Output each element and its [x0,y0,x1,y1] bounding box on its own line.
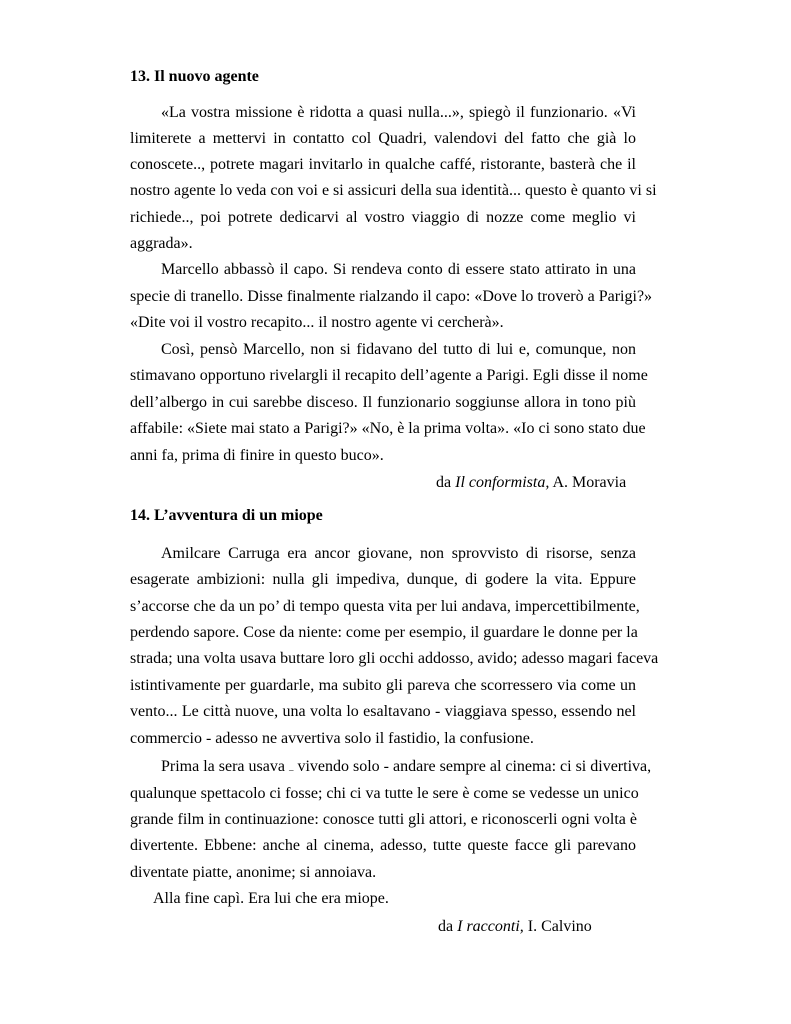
paragraph-line: Alla fine capì. Era lui che era miope. [153,890,389,907]
paragraph-line: s’accorse che da un po’ di tempo questa vita per lui andava, impercettibilmente, [130,598,640,615]
source-prefix: da [436,474,456,491]
paragraph-line: strada; una volta usava buttare loro gli occhi addosso, avido; adesso magari faceva [130,650,659,667]
paragraph-line: Marcello abbassò il capo. Si rendeva conto di essere stato attirato in una [161,261,636,278]
paragraph-line: anni fa, prima di finire in questo buco». [130,447,384,464]
source-prefix: da [438,918,458,935]
paragraph-line: Così, pensò Marcello, non si fidavano del tutto di lui e, comunque, non [161,341,636,358]
paragraph-line: commercio - adesso ne avvertiva solo il fastidio, la confusione. [130,730,534,747]
line-segment: Prima la sera usava [161,758,285,775]
paragraph-line: nostro agente lo veda con voi e si assicuri della sua identità... questo è quanto vi si [130,182,657,199]
source-title: Il conformista, [455,474,550,491]
paragraph-line: aggrada». [130,235,193,252]
paragraph-line: esagerate ambizioni: nulla gli impediva, dunque, di godere la vita. Eppure [130,571,636,588]
paragraph-line: perdendo sapore. Cose da niente: come per esempio, il guardare le donne per la [130,624,638,641]
paragraph-line: affabile: «Siete mai stato a Parigi?» «No, è la prima volta». «Io ci sono stato due [130,420,646,437]
paragraph-line: richiede.., poi potrete dedicarvi al vostro viaggio di nozze come meglio vi [130,209,636,226]
source-citation-moravia [436,473,626,493]
dash-mark: – [288,765,294,775]
paragraph-line: grande film in continuazione: conosce tutti gli attori, e riconoscerli ogni volta è [130,811,637,828]
source-citation-calvino [438,917,592,937]
line-segment: vivendo solo - andare sempre al cinema: ci si divertiva, [297,758,652,775]
source-author: A. Moravia [549,474,627,491]
paragraph-line: stimavano opportuno rivelargli il recapito dell’agente a Parigi. Egli disse il nome [130,367,648,384]
paragraph-line: diventate piatte, anonime; si annoiava. [130,864,377,881]
paragraph-line: divertente. Ebbene: anche al cinema, adesso, tutte queste facce gli parevano [130,837,636,854]
paragraph-line [161,757,652,780]
paragraph-line: qualunque spettacolo ci fosse; chi ci va tutte le sere è come se vedesse un unico [130,785,639,802]
paragraph-line: «Dite voi il vostro recapito... il nostro agente vi cercherà». [130,314,504,331]
paragraph-line: Amilcare Carruga era ancor giovane, non sprovvisto di risorse, senza [161,545,636,562]
paragraph-line: limiterete a mettervi in contatto col Quadri, valendovi del fatto che già lo [130,130,636,147]
paragraph-line: «La vostra missione è ridotta a quasi nulla...», spiegò il funzionario. «Vi [161,104,636,121]
paragraph-line: dell’albergo in cui sarebbe disceso. Il funzionario soggiunse allora in tono più [130,394,636,411]
paragraph-line: vento... Le città nuove, una volta lo esaltavano - viaggiava spesso, essendo nel [130,703,636,720]
section-heading-nuovo-agente: 13. Il nuovo agente [130,68,259,85]
section-heading-avventura-miope: 14. L’avventura di un miope [130,507,323,524]
paragraph-line: conoscete.., potrete magari invitarlo in qualche caffé, ristorante, basterà che il [130,156,636,173]
paragraph-line: specie di tranello. Disse finalmente rialzando il capo: «Dove lo troverò a Parigi?» [130,288,653,305]
source-title: I racconti, [457,918,524,935]
source-author: I. Calvino [523,918,592,935]
paragraph-line: istintivamente per guardarle, ma subito gli pareva che scorressero via come un [130,677,636,694]
